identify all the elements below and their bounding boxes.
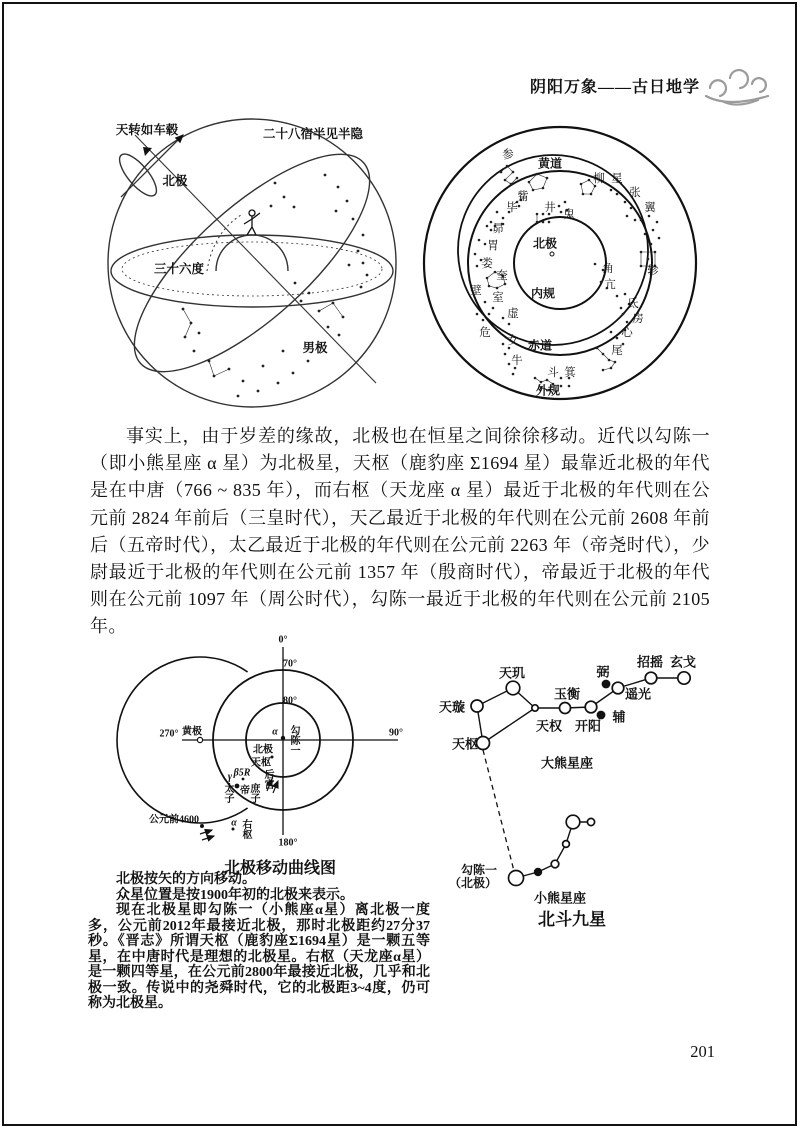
star-map-art	[413, 116, 713, 412]
mansion-label: 奎	[496, 270, 508, 282]
mansion-label: 星	[611, 173, 623, 185]
alpha2-label: α	[231, 817, 237, 829]
polar-tick-70: 70°	[283, 658, 297, 670]
celestial-sphere-art	[95, 113, 407, 413]
mansion-label: 角	[602, 263, 614, 275]
ursa-major-label: 大熊星座	[540, 755, 594, 771]
star-label-tianquan: 天权	[535, 718, 563, 734]
sphere-rotation-label: 天转如车毂	[115, 123, 179, 137]
star-label-yaoguang: 遥光	[624, 686, 652, 702]
dipper-filled-stars	[534, 680, 611, 877]
mansion-label: 娄	[481, 258, 493, 270]
mansion-label: 女	[507, 335, 519, 347]
star-label-bi: 弼	[596, 664, 610, 680]
figure-big-dipper	[425, 643, 720, 943]
mansion-label: 亢	[604, 279, 616, 291]
sphere-north-pole-label: 北极	[162, 174, 188, 188]
ecliptic-pole-label: 黄极	[182, 726, 202, 738]
starmap-ecliptic-label: 黄道	[537, 156, 563, 171]
dipper-stars	[471, 672, 690, 886]
mansion-label: 斗	[547, 367, 559, 379]
star-label-fu: 辅	[612, 709, 626, 725]
mansion-label: 胃	[487, 240, 499, 252]
starmap-outer-label: 外规	[535, 383, 561, 398]
sphere-south-pole-label: 男极	[302, 341, 328, 355]
starmap-inner-label: 内规	[530, 286, 556, 301]
mansion-label: 室	[492, 292, 504, 304]
page-header-title: 阴阳万象——古日地学	[529, 79, 700, 96]
mansion-label: 翼	[644, 202, 656, 214]
star-label-yuheng: 玉衡	[553, 686, 581, 702]
mansion-label: 昴	[492, 223, 504, 235]
dipper-figure-title: 北斗九星	[538, 910, 606, 929]
year-label: 公元前4600	[149, 814, 199, 826]
polaris-label	[439, 864, 497, 890]
beta-label: β5R	[233, 767, 251, 779]
star-label-tianxuan: 天璇	[438, 699, 466, 715]
mansion-label: 尾	[611, 345, 623, 357]
polar-north-pole-label: 北极	[253, 744, 273, 756]
mansion-label: 房	[632, 313, 644, 325]
polar-tick-0: 0°	[278, 634, 288, 646]
caption-line-1: 北极按矢的方向移动。	[116, 872, 256, 887]
mansion-label: 箕	[564, 367, 576, 379]
ursa-minor-label: 小熊星座	[533, 890, 587, 906]
star-label-tianshu: 天枢	[451, 736, 479, 752]
mansion-label: 觜	[517, 191, 529, 203]
polaris-label-line2: （北极）	[448, 876, 497, 890]
shuzi-label: 庶子	[248, 783, 259, 803]
caption-body: 现在北极星即勾陈一（小熊座α星）离北极一度多，公元前2012年最接近北极，那时北极距约27分37秒。《晋志》所谓天枢（鹿豹座Σ1694星）是一颗五等星，在中唐时代是理想的北极星。右枢（天龙座α星）是一颗四等星，在公元前2800年最接近北极，几乎和北极一致。传说中的尧舜时代，它的北极距3~4度，仍可称为北极星。	[88, 903, 430, 1011]
mansion-label: 危	[479, 327, 491, 339]
taizi-label: 太子	[222, 783, 233, 803]
alpha-label: α	[272, 726, 278, 738]
star-label-zhaoyao: 招摇	[636, 654, 664, 670]
hougong-label: 后宫	[262, 769, 273, 789]
sphere-mansions-label: 二十八宿半见半隐	[262, 127, 364, 141]
gamma-label: γ	[227, 771, 233, 783]
polar-tick-90: 90°	[389, 727, 403, 739]
mansion-label: 心	[621, 327, 633, 339]
caption-line-2: 众星位置是按1900年初的北极来表示。	[116, 887, 354, 903]
star-label-tianji: 天玑	[498, 665, 526, 681]
mansion-label: 柳	[593, 173, 605, 185]
body-paragraph: 事实上，由于岁差的缘故，北极也在恒星之间徐徐移动。近代以勾陈一（即小熊星座 α 星）为北极星，天枢（鹿豹座 Σ1694 星）最靠近北极的年代是在中唐（766 ~ 835 年），而右枢（天龙座 α 星）最近于北极的年代则在公元前 2824 年前后（三皇时代），天乙最近于北极的年代则在公元前 2608 年前后（五帝时代），太乙最近于北极的年代则在公元前 2263 年（帝尧时代），少尉最近于北极的年代则在公元前 1357 年（殷商时代），帝最近于北极的年代则在公元前 1097 年（周公时代），勾陈一最近于北极的年代则在公元前 2105 年。	[90, 426, 710, 637]
di-label: 帝	[240, 785, 250, 797]
polar-tick-270: 270°	[159, 728, 179, 740]
mansion-label: 氐	[627, 298, 639, 310]
polar-chart-title: 北极移动曲线图	[223, 860, 336, 877]
polar-chart-caption	[88, 872, 430, 1012]
starmap-center-label: 北极	[532, 236, 558, 251]
polaris-label-line1: 勾陈一	[460, 863, 497, 877]
polar-tick-80: 80°	[283, 695, 297, 707]
mansion-label: 参	[502, 149, 514, 161]
page-number: 201	[690, 1042, 715, 1061]
star-label-xuange: 玄戈	[669, 654, 697, 670]
observer-figure	[244, 210, 260, 235]
mansion-label: 毕	[506, 202, 518, 214]
polar-tianshu-label: 天枢	[251, 757, 271, 769]
figure-star-map	[413, 116, 713, 412]
mansion-label: 壁	[470, 285, 482, 297]
mansion-label: 张	[629, 187, 641, 199]
star-label-kaiyang: 开阳	[574, 718, 602, 734]
mansion-label: 鬼	[563, 209, 575, 221]
mansion-label: 虚	[507, 308, 519, 320]
sphere-degrees-label: 三十六度	[153, 262, 205, 276]
mansion-label: 井	[544, 202, 556, 214]
cloud-ornament-icon	[700, 58, 772, 110]
figure-polar-motion-chart	[100, 633, 410, 878]
figure-celestial-sphere	[95, 113, 407, 413]
polar-tick-180: 180°	[278, 837, 298, 849]
star-dots	[182, 174, 369, 398]
starmap-equator-label: 赤道	[527, 338, 553, 353]
youshu-label: 右枢	[240, 819, 251, 839]
mansion-label: 轸	[647, 265, 659, 277]
gouchenyi-label: 勾陈一	[288, 725, 299, 755]
mansion-label: 牛	[511, 355, 523, 367]
